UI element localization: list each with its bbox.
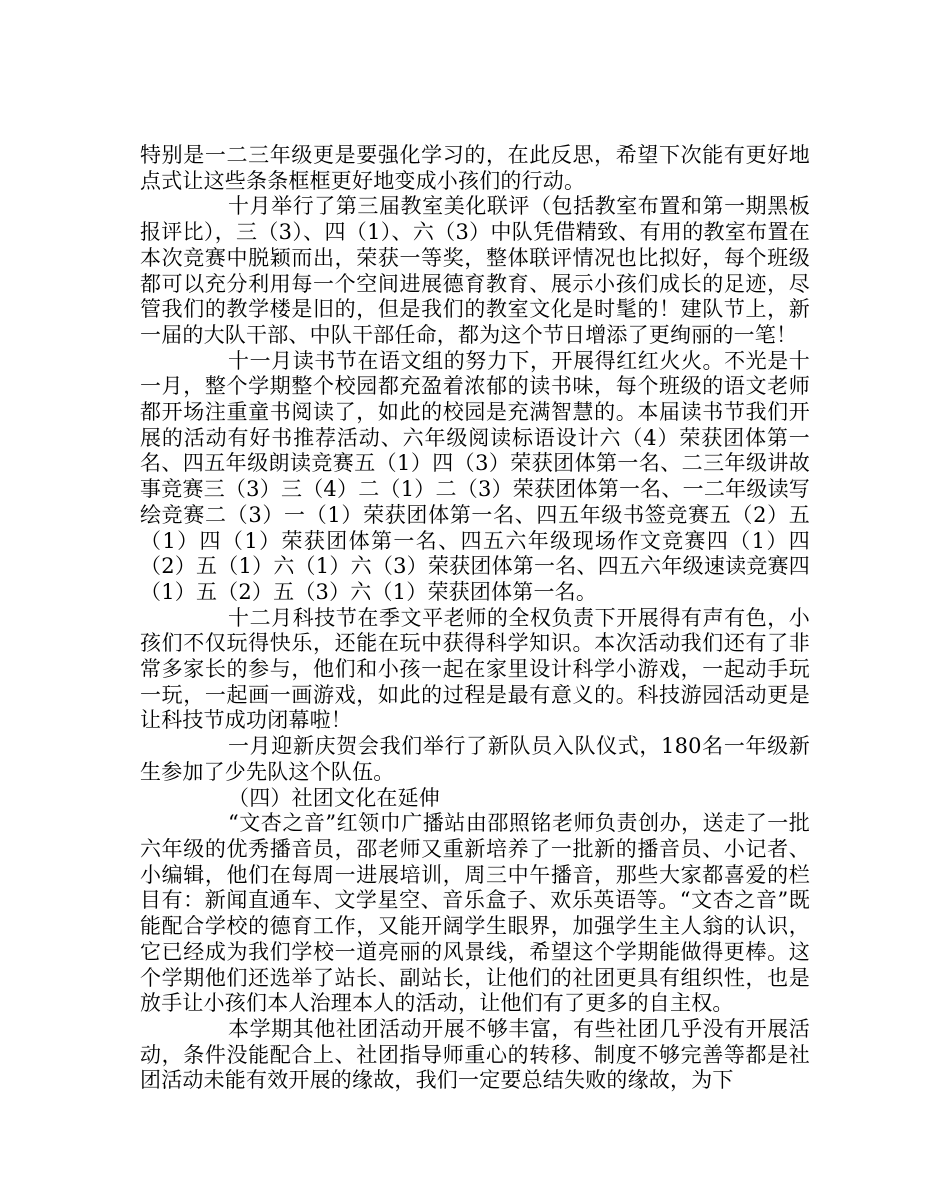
section-heading: （四）社团文化在延伸: [228, 785, 440, 810]
paragraph-october: 十月举行了第三届教室美化联评（包括教室布置和第一期黑板报评比），三（3）、四（1）、六（3）中队凭借精致、有用的教室布置在本次竞赛中脱颖而出，荣获一等奖，整体联评情况也比拟好，每个班级都可以充分利用每一个空间进展德育教育、展示小孩们成长的足迹，尽管我们的教学楼是旧的，但是我们的教室文化是时髦的！建队节上，新一届的大队干部、中队干部任命，都为这个节日增添了更绚丽的一笔！: [140, 194, 810, 347]
paragraph-continuation: 特别是一二三年级更是要强化学习的，在此反思，希望下次能有更好地点式让这些条条框框更好地变成小孩们的行动。: [140, 143, 810, 193]
paragraph-january: 一月迎新庆贺会我们举行了新队员入队仪式，180名一年级新生参加了少先队这个队伍。: [140, 734, 810, 784]
paragraph-november: 十一月读书节在语文组的努力下，开展得红红火火。不光是十一月，整个学期整个校园都充盈着浓郁的读书味，每个班级的语文老师都开场注重童书阅读了，如此的校园是充满智慧的。本届读书节我们开展的活动有好书推荐活动、六年级阅读标语设计六（4）荣获团体第一名、四五年级朗读竞赛五（1）四（3）荣获团体第一名、二三年级讲故事竞赛三（3）三（4）二（1）二（3）荣获团体第一名、一二年级读写绘竞赛二（3）一（1）荣获团体第一名、四五年级书签竞赛五（2）五（1）四（1）荣获团体第一名、四五六年级现场作文竞赛四（1）四（2）五（1）六（1）六（3）荣获团体第一名、四五六年级速读竞赛四（1）五（2）五（3）六（1）荣获团体第一名。: [140, 348, 810, 604]
document-body: [140, 143, 810, 1094]
paragraph-broadcast-station: “文杏之音”红领巾广播站由邵照铭老师负责创办，送走了一批六年级的优秀播音员，邵老师又重新培养了一批新的播音员、小记者、小编辑，他们在每周一进展培训，周三中午播音，那些大家都喜爱的栏目有：新闻直通车、文学星空、音乐盒子、欢乐英语等。“文杏之音”既能配合学校的德育工作，又能开阔学生眼界，加强学生主人翁的认识，它已经成为我们学校一道亮丽的风景线，希望这个学期能做得更棒。这个学期他们还选举了站长、副站长，让他们的社团更具有组织性，也是放手让小孩们本人治理本人的活动，让他们有了更多的自主权。: [140, 811, 810, 1016]
paragraph-other-clubs: 本学期其他社团活动开展不够丰富，有些社团几乎没有开展活动，条件没能配合上、社团指导师重心的转移、制度不够完善等都是社团活动未能有效开展的缘故，我们一定要总结失败的缘故，为下: [140, 1016, 810, 1093]
paragraph-december: 十二月科技节在季文平老师的全权负责下开展得有声有色，小孩们不仅玩得快乐，还能在玩中获得科学知识。本次活动我们还有了非常多家长的参与，他们和小孩一起在家里设计科学小游戏，一起动手玩一玩，一起画一画游戏，如此的过程是最有意义的。科技游园活动更是让科技节成功闭幕啦！: [140, 605, 810, 733]
